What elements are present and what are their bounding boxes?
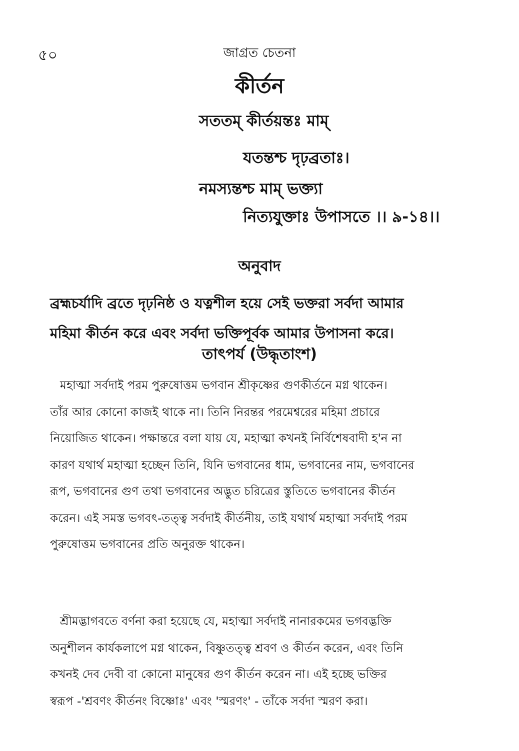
purport-paragraph	[50, 608, 482, 714]
purport-line: মহাত্মা সর্বদাই পরম পুরুষোত্তম ভগবান শ্রীকৃষ্ণের গুণকীর্তনে মগ্ন থাকেন।	[60, 378, 388, 392]
purport-heading: তাৎপর্য (উদ্ধৃতাংশ)	[202, 345, 317, 363]
purport-paragraph	[50, 372, 482, 558]
running-head: জাগ্রত চেতনা	[223, 46, 296, 61]
purport-line: করেন। এই সমস্ত ভগবৎ-তত্ত্ব সর্বদাই কীর্তনীয়, তাই যথার্থ মহাত্মা সর্বদাই পরম	[50, 510, 408, 525]
purport-line: তাঁর আর কোনো কাজই থাকে না। তিনি নিরন্তর পরমেশ্বরের মহিমা প্রচারে	[50, 404, 380, 419]
purport-line: কখনই দেব দেবী বা কোনো মানুষের গুণ কীর্তন করেন না। এই হচ্ছে ভক্তির	[50, 667, 387, 681]
verse-line: যতন্তশ্চ দৃঢ়ব্রতাঃ।	[243, 149, 350, 167]
purport-line: স্বরূপ -'শ্রবণং কীর্তনং বিষ্ণোঃ' এবং 'স্মরণং' - তাঁকে সর্বদা স্মরণ করা।	[50, 693, 368, 708]
purport-line: কারণ যথার্থ মহাত্মা হচ্ছেন তিনি, যিনি ভগবানের ধাম, ভগবানের নাম, ভগবানের	[50, 457, 415, 472]
translation-line: ব্রহ্মচর্যাদি ব্রতে দৃঢ়নিষ্ঠ ও যত্নশীল হয়ে সেই ভক্তরা সর্বদা আমার	[50, 296, 404, 312]
purport-line: রূপ, ভগবানের গুণ তথা ভগবানের অদ্ভুত চরিত্রের স্তুতিতে ভগবানের কীর্তন	[50, 484, 396, 498]
chapter-title: কীর্তন	[235, 74, 284, 98]
translation-line: মহিমা কীর্তন করে এবং সর্বদা ভক্তিপূর্বক আমার উপাসনা করে।	[50, 326, 394, 342]
page-number: ৫০	[38, 46, 58, 64]
verse-line: সততম্‌ কীর্তয়ন্তঃ মাম্‌	[199, 112, 329, 130]
purport-line: পুরুষোত্তম ভগবানের প্রতি অনুরক্ত থাকেন।	[50, 537, 245, 551]
purport-line: নিয়োজিত থাকেন। পক্ষান্তরে বলা যায় যে, মহাত্মা কখনই নির্বিশেষবাদী হ'ন না	[50, 431, 402, 445]
verse-line: নমস্যন্তশ্চ মাম্‌ ভক্ত্যা	[199, 180, 323, 198]
translation-heading: অনুবাদ	[238, 257, 281, 275]
translation-text	[50, 289, 482, 349]
page-header	[0, 44, 519, 64]
purport-line: অনুশীলন কার্যকলাপে মগ্ন থাকেন, বিষ্ণুতত্ত্ব শ্রবণ ও কীর্তন করেন, এবং তিনি	[50, 640, 404, 655]
purport-line: শ্রীমদ্ভাগবতে বর্ণনা করা হয়েছে যে, মহাত্মা সর্বদাই নানারকমের ভগবদ্ভক্তি	[60, 614, 392, 628]
verse-line: নিত্যযুক্তাঃ উপাসতে ।। ৯-১৪।।	[243, 208, 440, 226]
